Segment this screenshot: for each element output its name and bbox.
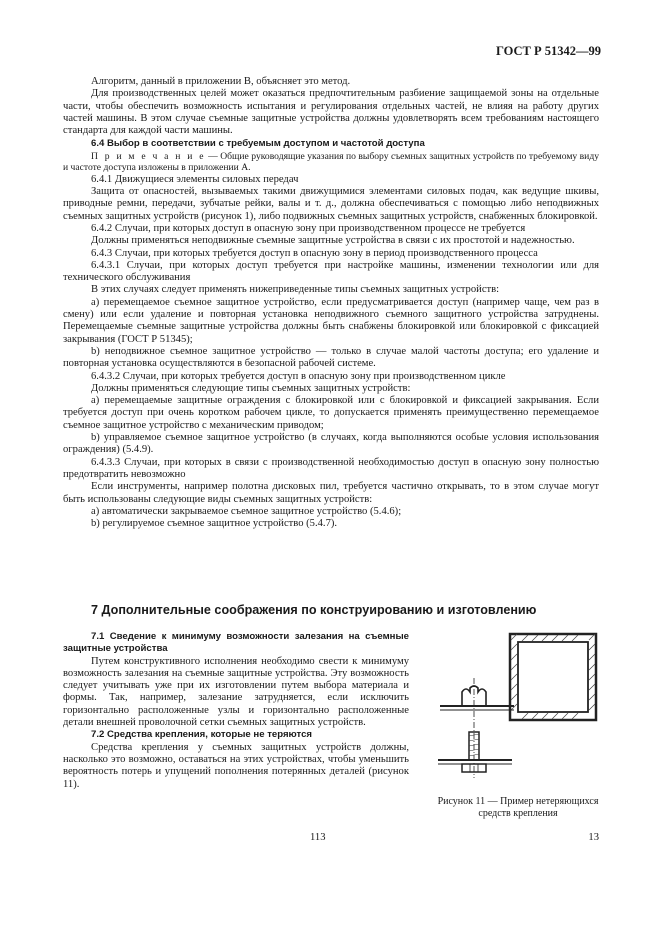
paragraph: В этих случаях следует применять нижеприведенные типы съемных защитных устройств: — [91, 284, 500, 296]
paragraph: 6.4.1 Движущиеся элементы силовых передач — [91, 173, 299, 185]
note-label: П р и м е ч а н и е — [91, 150, 206, 162]
paragraph: Защита от опасностей, вызываемых такими движущимися элементами силовых подач, как ведущие шкивы, приводные ремни, передачи, зубчатые рейки, валы и т. д., должна обеспечиваться с помощью либо неподвижных съемных защитных устройств (рисунок 1), либо подвижных съемных защитных устройств, снабженных блокировкой. — [63, 186, 599, 222]
paragraph: b) регулируемое съемное защитное устройство (5.4.7). — [91, 518, 338, 530]
subsection-heading: 7.2 Средства крепления, которые не теряются — [91, 729, 313, 741]
section-7-heading: 7 Дополнительные соображения по конструированию и изготовлению — [91, 603, 537, 617]
paragraph: a) перемещаемые защитные ограждения с блокировкой или с блокировкой и фиксацией закрывания. Если требуется доступ при очень коротком рабочем цикле, то допускается применять преимущественно перемещаемое съемное защитное устройство с механическим приводом; — [63, 395, 599, 431]
standard-header: ГОСТ Р 51342—99 — [495, 44, 601, 58]
paragraph: Путем конструктивного исполнения необходимо свести к минимуму возможность залезания на съемные защитные устройства. Эту возможность следует учитывать уже при их изготовлении путем выбора материала и формы. Так, например, залезание затрудняется, если исключить горизонтально расположенные узлы и горизонтально расположенные детали внешней проволочной сетки съемных защитных устройств. — [63, 655, 409, 729]
section-7-text — [63, 631, 409, 791]
paragraph: Для производственных целей может оказаться предпочтительным разбиение защищаемой зоны на отдельные части, чтобы обеспечить возможность испытания и регулирования отдельных частей, не влияя на работу других частей машины. В этом случае съемные защитные устройства должны удовлетворять всем требованиям настоящего стандарта для каждой части машины. — [63, 88, 599, 137]
subsection-heading: 7.1 Сведение к минимуму возможности залезания на съемные защитные устройства — [63, 631, 409, 655]
paragraph: b) неподвижное съемное защитное устройство — только в случае малой частоты доступа; его удаление и повторная установка осуществляются в безопасной рабочей системе. — [63, 345, 599, 370]
paragraph: 6.4.3.3 Случаи, при которых в связи с производственной необходимостью доступ в опасную зону полностью предотвратить невозможно — [63, 456, 599, 480]
figure-11-caption: Рисунок 11 — Пример нетеряющихся средств крепления — [437, 796, 599, 819]
page-number-right: 13 — [588, 832, 599, 843]
paragraph: Должны применяться следующие типы съемных защитных устройств: — [91, 382, 411, 394]
page-number-center: 113 — [310, 832, 326, 843]
note-paragraph — [63, 151, 599, 174]
tube-inner — [518, 642, 588, 712]
paragraph: Если инструменты, например полотна дисковых пил, требуется частично открывать, то в этом случае могут быть использованы следующие виды съемных защитных устройств: — [63, 481, 599, 505]
paragraph: Средства крепления у съемных защитных устройств должны, насколько это возможно, оставаться на этих устройствах, чтобы уменьшить вероятность потерь и упущений пополнения потерянных деталей (рисунок 11). — [63, 741, 409, 790]
paragraph: b) управляемое съемное защитное устройство (в случаях, когда выполняются особые условия использования ограждения) (5.4.9). — [63, 432, 599, 456]
main-text — [63, 76, 599, 530]
paragraph: 6.4.2 Случаи, при которых доступ в опасную зону при производственном процессе не требуется — [91, 222, 526, 234]
paragraph: 6.4.3 Случаи, при которых требуется доступ в опасную зону в период производственного процесса — [91, 247, 538, 259]
note-text: — Общие руководящие указания по выбору съемных защитных устройств по требуемому виду и частоте доступа изложены в приложении А. — [63, 150, 599, 174]
paragraph: a) перемещаемое съемное защитное устройство, если предусматривается доступ (например чаще, чем раз в смену) или если удаление и повторная установка неподвижного съемного защитного устройства затруднены. Перемещаемые съемные защитные устройства должны быть снабжены блокировкой или блокировкой с фиксацией закрывания (ГОСТ Р 51345); — [63, 296, 599, 345]
figure-11-drawing — [432, 628, 602, 788]
subsection-heading: 6.4 Выбор в соответствии с требуемым доступом и частотой доступа — [91, 138, 425, 150]
paragraph: Должны применяться неподвижные съемные защитные устройства в связи с их простотой и надежностью. — [91, 235, 575, 247]
paragraph: Алгоритм, данный в приложении В, объясняет это метод. — [91, 76, 351, 87]
tube-outer — [510, 634, 596, 720]
paragraph: a) автоматически закрываемое съемное защитное устройство (5.4.6); — [91, 505, 402, 517]
paragraph: 6.4.3.2 Случаи, при которых требуется доступ в опасную зону при производственном цикле — [91, 370, 506, 382]
paragraph: 6.4.3.1 Случаи, при которых доступ требуется при настройке машины, изменении технологии или для технического обслуживания — [63, 259, 599, 284]
